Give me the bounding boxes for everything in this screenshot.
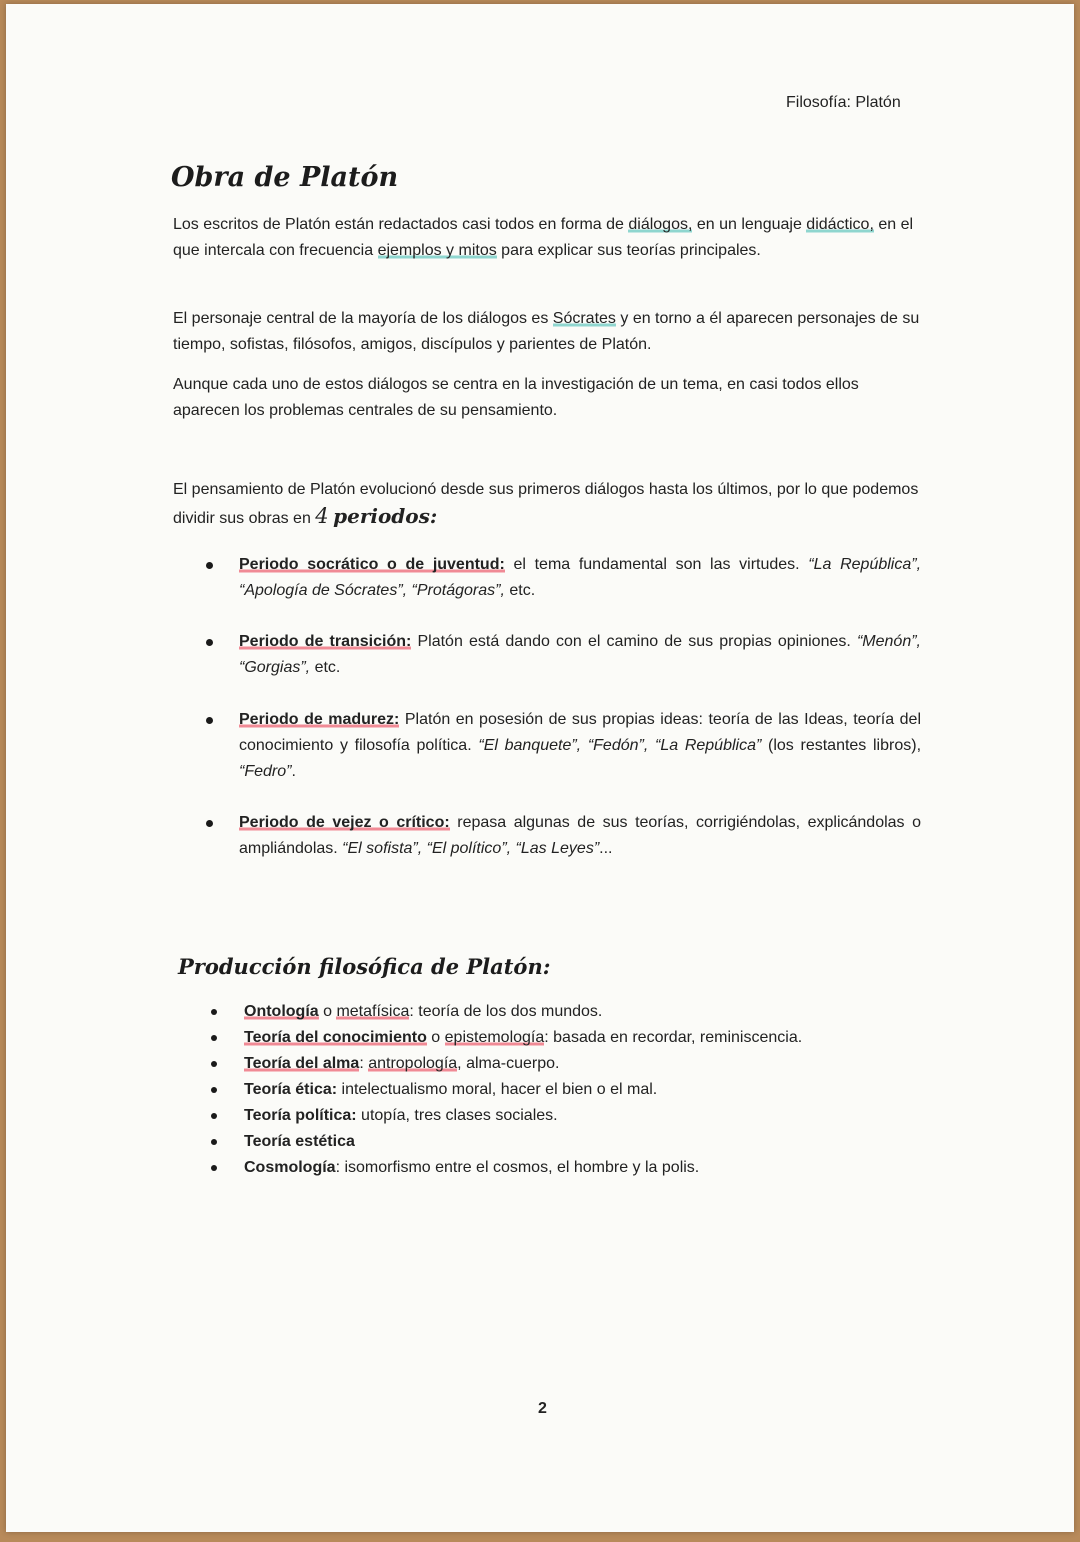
production-list <box>211 999 911 1181</box>
production-item: Teoría política: utopía, tres clases sociales. <box>211 1103 911 1129</box>
bullet-icon <box>206 562 213 569</box>
bullet-icon <box>211 1165 217 1171</box>
production-item: Ontología o metafísica: teoría de los dos mundos. <box>211 999 911 1025</box>
bullet-icon <box>206 820 213 827</box>
highlight-didactico: didáctico, <box>806 216 874 233</box>
highlight-ejemplos-mitos: ejemplos y mitos <box>377 242 497 259</box>
production-item: Teoría estética <box>211 1129 911 1155</box>
production-item: Teoría del conocimiento o epistemología: basada en recordar, reminiscencia. <box>211 1025 911 1051</box>
period-item: Periodo socrático o de juventud: el tema fundamental son las virtudes. “La República”, “Apología de Sócrates”, “Protágoras”, etc. <box>206 552 921 604</box>
paragraph-escritos: Los escritos de Platón están redactados casi todos en forma de diálogos, en un lenguaje didáctico, en el que intercala con frecuencia ejemplos y mitos para explicar sus teorías principales. <box>173 216 914 259</box>
period-item: Periodo de transición: Platón está dando con el camino de sus propias opiniones. “Menón”, “Gorgias”, etc. <box>206 629 921 681</box>
section-title-obra: Obra de Platón <box>171 162 399 193</box>
bullet-icon <box>211 1113 217 1119</box>
bullet-icon <box>211 1139 217 1145</box>
production-item: Teoría del alma: antropología, alma-cuerpo. <box>211 1051 911 1077</box>
period-item: Periodo de madurez: Platón en posesión de sus propias ideas: teoría de las Ideas, teoría del conocimiento y filosofía política. “El banquete”, “Fedón”, “La República” (los restantes libros), “Fedro”. <box>206 707 921 785</box>
bullet-icon <box>206 639 213 646</box>
highlight-socrates: Sócrates <box>552 310 616 327</box>
production-item: Cosmología: isomorfismo entre el cosmos, el hombre y la polis. <box>211 1155 911 1181</box>
bullet-icon <box>211 1087 217 1093</box>
bullet-icon <box>211 1009 217 1015</box>
period-label: Periodo socrático o de juventud: <box>239 556 505 573</box>
bullet-icon <box>211 1035 217 1041</box>
page-header-subject: Filosofía: Platón <box>786 94 901 111</box>
production-item: Teoría ética: intelectualismo moral, hacer el bien o el mal. <box>211 1077 911 1103</box>
page-number: 2 <box>538 1400 547 1417</box>
section-title-produccion: Producción filosófica de Platón: <box>178 954 551 979</box>
paragraph-evolucion: El pensamiento de Platón evolucionó desde sus primeros diálogos hasta los últimos, por lo que podemos dividir sus obras en 4 periodos: <box>173 481 919 528</box>
period-label: Periodo de vejez o crítico: <box>239 814 450 831</box>
paragraph-dialogos-tema: Aunque cada uno de estos diálogos se centra en la investigación de un tema, en casi todos ellos aparecen los problemas centrales de su pensamiento. <box>173 376 859 419</box>
paragraph-personaje-central: El personaje central de la mayoría de los diálogos es Sócrates y en torno a él aparecen personajes de su tiempo, sofistas, filósofos, amigos, discípulos y parientes de Platón. <box>173 310 920 353</box>
bullet-icon <box>211 1061 217 1067</box>
period-item: Periodo de vejez o crítico: repasa algunas de sus teorías, corrigiéndolas, explicándolas o ampliándolas. “El sofista”, “El político”, “Las Leyes”... <box>206 810 921 862</box>
number-four: 4 <box>315 504 329 528</box>
period-label: Periodo de madurez: <box>239 711 400 728</box>
notebook-page <box>6 4 1074 1532</box>
period-label: Periodo de transición: <box>239 633 412 650</box>
bullet-icon <box>206 717 213 724</box>
highlight-dialogos: diálogos, <box>628 216 693 233</box>
word-periodos: periodos: <box>333 504 438 528</box>
